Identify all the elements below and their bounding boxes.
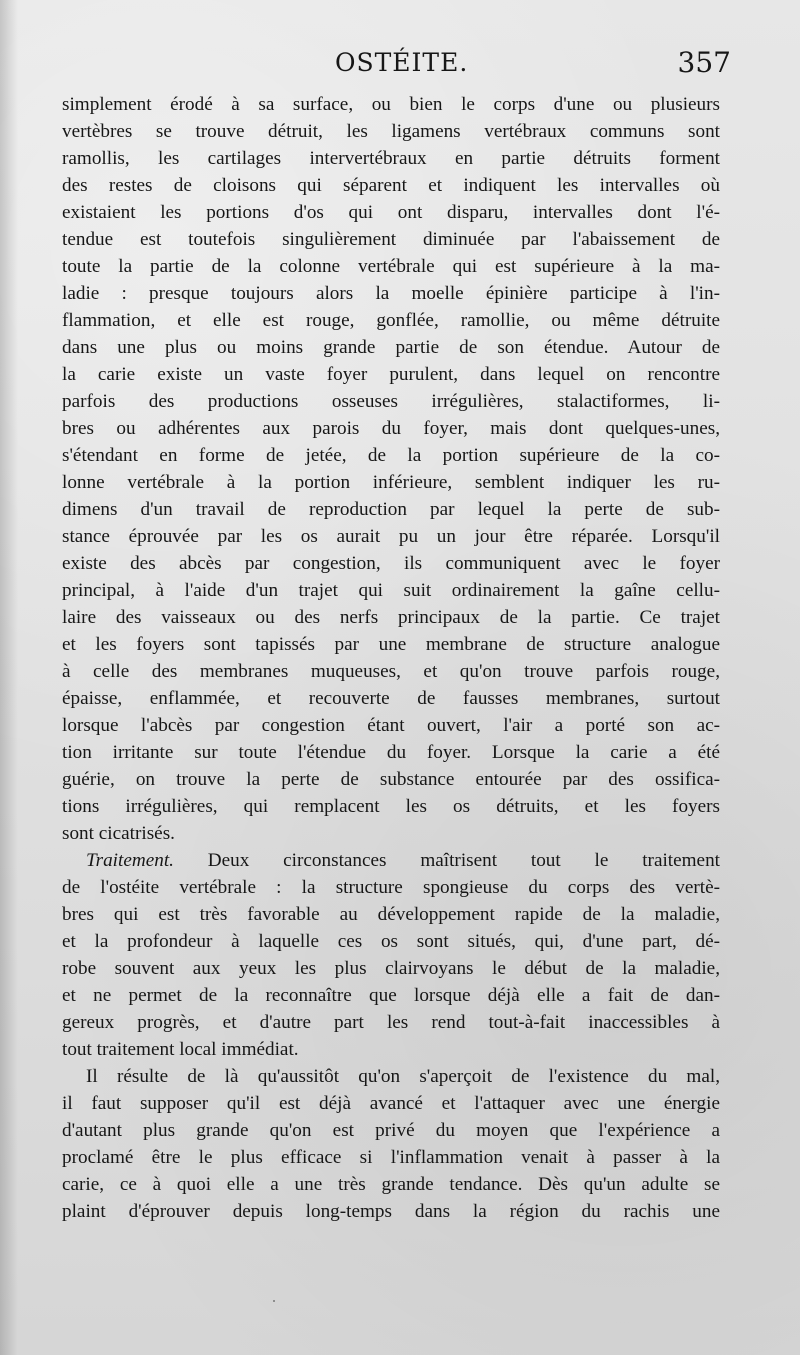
text-line: gereux progrès, et d'autre part les rend tout-à-fait inaccessibles à xyxy=(62,1012,720,1033)
text-line: Il résulte de là qu'aussitôt qu'on s'aperçoit de l'existence du mal, xyxy=(86,1066,720,1087)
text-line: lonne vertébrale à la portion inférieure, semblent indiquer les ru- xyxy=(62,472,720,493)
text-line: tendue est toutefois singulièrement diminuée par l'abaissement de xyxy=(62,229,720,250)
text-line: tions irrégulières, qui remplacent les os détruits, et les foyers xyxy=(62,796,720,817)
running-title: OSTÉITE. xyxy=(335,48,469,77)
text-line: bres ou adhérentes aux parois du foyer, mais dont quelques-unes, xyxy=(62,418,720,439)
text-line: parfois des productions osseuses irrégulières, stalactiformes, li- xyxy=(62,391,720,412)
text-line: bres qui est très favorable au développement rapide de la maladie, xyxy=(62,904,720,925)
text-line: tout traitement local immédiat. xyxy=(62,1039,299,1060)
text-line: épaisse, enflammée, et recouverte de fausses membranes, surtout xyxy=(62,688,720,709)
page-number: 357 xyxy=(677,46,731,79)
text-line: de l'ostéite vertébrale : la structure spongieuse du corps des vertè- xyxy=(62,877,720,898)
text-line: dans une plus ou moins grande partie de son étendue. Autour de xyxy=(62,337,720,358)
text-line: guérie, on trouve la perte de substance entourée par des ossifica- xyxy=(62,769,720,790)
text-line: et la profondeur à laquelle ces os sont situés, qui, d'une part, dé- xyxy=(62,931,720,952)
text-line: stance éprouvée par les os aurait pu un jour être réparée. Lorsqu'il xyxy=(62,526,720,547)
text-line: flammation, et elle est rouge, gonflée, ramollie, ou même détruite xyxy=(62,310,720,331)
text-line: carie, ce à quoi elle a une très grande tendance. Dès qu'un adulte se xyxy=(62,1174,720,1195)
body-text xyxy=(62,91,720,1225)
paper-speck xyxy=(273,1300,275,1302)
text-line: la carie existe un vaste foyer purulent, dans lequel on rencontre xyxy=(62,364,720,385)
text-line: tion irritante sur toute l'étendue du foyer. Lorsque la carie a été xyxy=(62,742,720,763)
page-header xyxy=(0,48,800,84)
text-line: ramollis, les cartilages intervertébraux en partie détruits forment xyxy=(62,148,720,169)
treatment-line-rest: Deux circonstances maîtrisent tout le traitement xyxy=(207,850,720,871)
text-line: principal, à l'aide d'un trajet qui suit ordinairement la gaîne cellu- xyxy=(62,580,720,601)
text-line: dimens d'un travail de reproduction par lequel la perte de sub- xyxy=(62,499,720,520)
text-line: à celle des membranes muqueuses, et qu'on trouve parfois rouge, xyxy=(62,661,720,682)
text-line: laire des vaisseaux ou des nerfs principaux de la partie. Ce trajet xyxy=(62,607,720,628)
text-line: ladie : presque toujours alors la moelle épinière participe à l'in- xyxy=(62,283,720,304)
text-line: sont cicatrisés. xyxy=(62,823,175,844)
text-line: existe des abcès par congestion, ils communiquent avec le foyer xyxy=(62,553,720,574)
text-line: existaient les portions d'os qui ont disparu, intervalles dont l'é- xyxy=(62,202,720,223)
page-edge-shadow xyxy=(0,0,18,1355)
text-line: des restes de cloisons qui séparent et indiquent les intervalles où xyxy=(62,175,720,196)
text-line: simplement érodé à sa surface, ou bien le corps d'une ou plusieurs xyxy=(62,94,720,115)
text-line: robe souvent aux yeux les plus clairvoyans le début de la maladie, xyxy=(62,958,720,979)
section-lead: Traitement. xyxy=(86,850,174,871)
text-line: proclamé être le plus efficace si l'inflammation venait à passer à la xyxy=(62,1147,720,1168)
text-line: toute la partie de la colonne vertébrale qui est supérieure à la ma- xyxy=(62,256,720,277)
treatment-first-line xyxy=(62,847,720,874)
text-line: et les foyers sont tapissés par une membrane de structure analogue xyxy=(62,634,720,655)
text-line: il faut supposer qu'il est déjà avancé et l'attaquer avec une énergie xyxy=(62,1093,720,1114)
text-line: s'étendant en forme de jetée, de la portion supérieure de la co- xyxy=(62,445,720,466)
text-line: d'autant plus grande qu'on est privé du moyen que l'expérience a xyxy=(62,1120,720,1141)
text-line: plaint d'éprouver depuis long-temps dans la région du rachis une xyxy=(62,1201,720,1222)
text-line: et ne permet de la reconnaître que lorsque déjà elle a fait de dan- xyxy=(62,985,720,1006)
text-line: lorsque l'abcès par congestion étant ouvert, l'air a porté son ac- xyxy=(62,715,720,736)
text-line: vertèbres se trouve détruit, les ligamens vertébraux communs sont xyxy=(62,121,720,142)
